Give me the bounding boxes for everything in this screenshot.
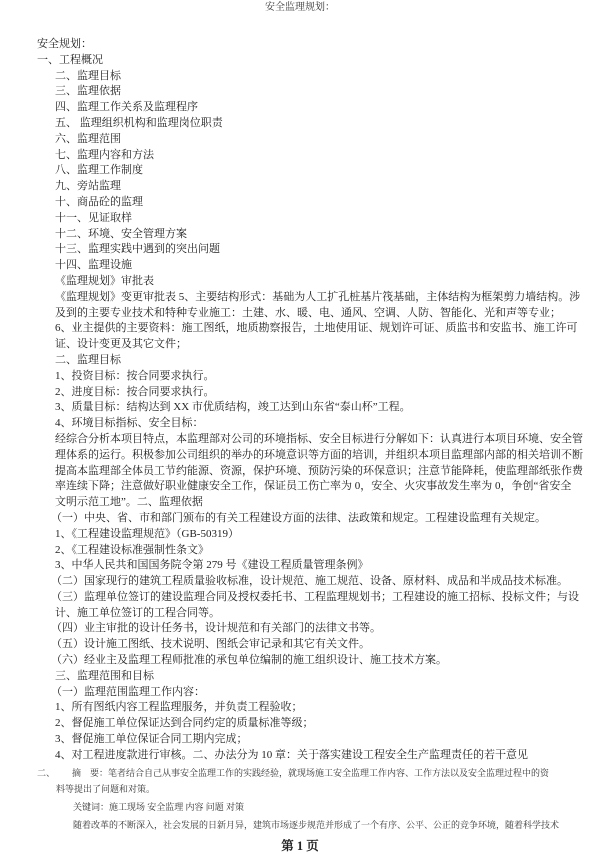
text-line: 1、所有图纸内容工程监理服务，并负责工程验收； bbox=[55, 701, 303, 714]
text-line: 3、督促施工单位保证合同工期内完成； bbox=[55, 733, 248, 746]
text-line: 十一、见证取样 bbox=[55, 211, 132, 224]
document-header-title: 安全监理规划： bbox=[265, 2, 335, 13]
document-title: 安全规划： bbox=[37, 38, 92, 50]
text-line: 证、设计变更及其它文件； bbox=[55, 338, 187, 351]
text-line: （二）国家现行的建筑工程质量验收标准，设计规范、施工规范、设备、原材料、成品和半成品技术标准。 bbox=[51, 575, 568, 588]
text-line: 三、监理依据 bbox=[55, 85, 121, 98]
keywords: 关键词：施工现场 安全监理 内容 问题 对策 bbox=[73, 802, 245, 812]
text-line: 经综合分析本项目特点，本监理部对公司的环境指标、安全目标进行分解如下：认真进行本项目环境、安全管 bbox=[55, 432, 583, 445]
intro-paragraph: 随着改革的不断深入，社会发展的日新月异，建筑市场逐步规范并形成了一个有序、公平、公正的竞争环境，随着科学技术 bbox=[73, 820, 560, 830]
text-line: 一、工程概况 bbox=[37, 53, 103, 66]
text-line: 3、质量目标：结构达到 XX 市优质结构，竣工达到山东省“泰山杯”工程。 bbox=[55, 401, 411, 414]
text-line: 十二、环境、安全管理方案 bbox=[55, 227, 187, 240]
text-line: 十三、监理实践中遇到的突出问题 bbox=[55, 243, 220, 256]
abstract-number: 二、 bbox=[37, 768, 56, 778]
text-line: 计、施工单位签订的工程合同等。 bbox=[55, 606, 220, 619]
text-line: 理体系的运行。积极参加公司组织的举办的环境意识等方面的培训，并组织本项目监理部内部的相关培训不断 bbox=[55, 448, 583, 461]
text-line: 二、监理目标 bbox=[55, 353, 121, 366]
text-line: 九、旁站监理 bbox=[55, 180, 121, 193]
text-line: （一）监理范围监理工作内容： bbox=[51, 685, 205, 698]
abstract-text: 摘 要：笔者结合自己从事安全监理工作的实践经验，就现场施工安全监理工作内容、工作方法以及安全监理过程中的资 bbox=[72, 768, 550, 778]
text-line: （一）中央、省、市和部门颁布的有关工程建设方面的法律、法政策和规定。工程建设监理有关规定。 bbox=[51, 511, 546, 524]
text-line: 4、环境目标指标、安全目标： bbox=[55, 417, 204, 430]
text-line: 2、进度目标：按合同要求执行。 bbox=[55, 385, 215, 398]
text-line: （四）业主审批的设计任务书，设计规范和有关部门的法律文书等。 bbox=[51, 622, 381, 635]
text-line: 七、监理内容和方法 bbox=[55, 148, 154, 161]
text-line: 2、督促施工单位保证达到合同约定的质量标准等级； bbox=[55, 717, 314, 730]
text-line: （五）设计施工图纸、技术说明、图纸会审记录和其它有关文件。 bbox=[51, 638, 370, 651]
page-number: 第 1 页 bbox=[281, 839, 319, 853]
abstract-text-continued: 料等提出了问题和对策。 bbox=[56, 784, 156, 794]
text-line: 1、投资目标：按合同要求执行。 bbox=[55, 369, 215, 382]
text-line: 十四、监理设施 bbox=[55, 259, 132, 272]
text-line: 十、商品砼的监理 bbox=[55, 195, 143, 208]
text-line: 三、监理范围和目标 bbox=[55, 669, 154, 682]
text-line: 2、《工程建设标准强制性条文》 bbox=[55, 543, 209, 556]
text-line: 《监理规划》变更审批表 5、主要结构形式：基础为人工扩孔桩基片筏基础，主体结构为框架剪力墙结构。涉 bbox=[55, 290, 581, 303]
text-line: 3、中华人民共和国国务院令第 279 号《建设工程质量管理条例》 bbox=[55, 559, 369, 572]
text-line: （三）监理单位签订的建设监理合同及授权委托书、工程监理规划书；工程建设的施工招标、投标文件；与设 bbox=[51, 590, 579, 603]
text-line: 及到的主要专业技术和特种专业施工：土建、水、暖、电、通风、空调、人防、智能化、光和声等专业； bbox=[55, 306, 561, 319]
text-line: 《监理规划》审批表 bbox=[55, 274, 154, 287]
document-body bbox=[0, 37, 600, 764]
text-line: 率连续下降；注意做好职业健康安全工作，保证员工伤亡率为 0，安全、火灾事故发生率为 0，争创“省安全 bbox=[55, 480, 572, 493]
text-line: 四、监理工作关系及监理程序 bbox=[55, 101, 198, 114]
text-line: 二、监理目标 bbox=[55, 69, 121, 82]
text-line: 六、监理范围 bbox=[55, 132, 121, 145]
text-line: 文明示范工地”。二、监理依据 bbox=[55, 496, 203, 509]
text-line: 1、《工程建设监理规范》（GB-50319） bbox=[55, 527, 239, 540]
text-line: 五、 监理组织机构和监理岗位职责 bbox=[55, 116, 223, 129]
text-line: 八、监理工作制度 bbox=[55, 164, 143, 177]
text-line: （六）经业主及监理工程师批准的承包单位编制的施工组织设计、施工技术方案。 bbox=[51, 654, 447, 667]
text-line: 6、业主提供的主要资料：施工图纸，地质勘察报告，土地使用证、规划许可证、质监书和安监书、施工许可 bbox=[55, 322, 578, 335]
text-line: 4、对工程进度款进行审核。二、办法分为 10 章：关于落实建设工程安全生产监理责任的若干意见 bbox=[55, 748, 528, 761]
text-line: 提高本监理部全体员工节约能源、资源，保护环境、预防污染的环保意识；注意节能降耗，使监理部纸张作费 bbox=[55, 464, 583, 477]
